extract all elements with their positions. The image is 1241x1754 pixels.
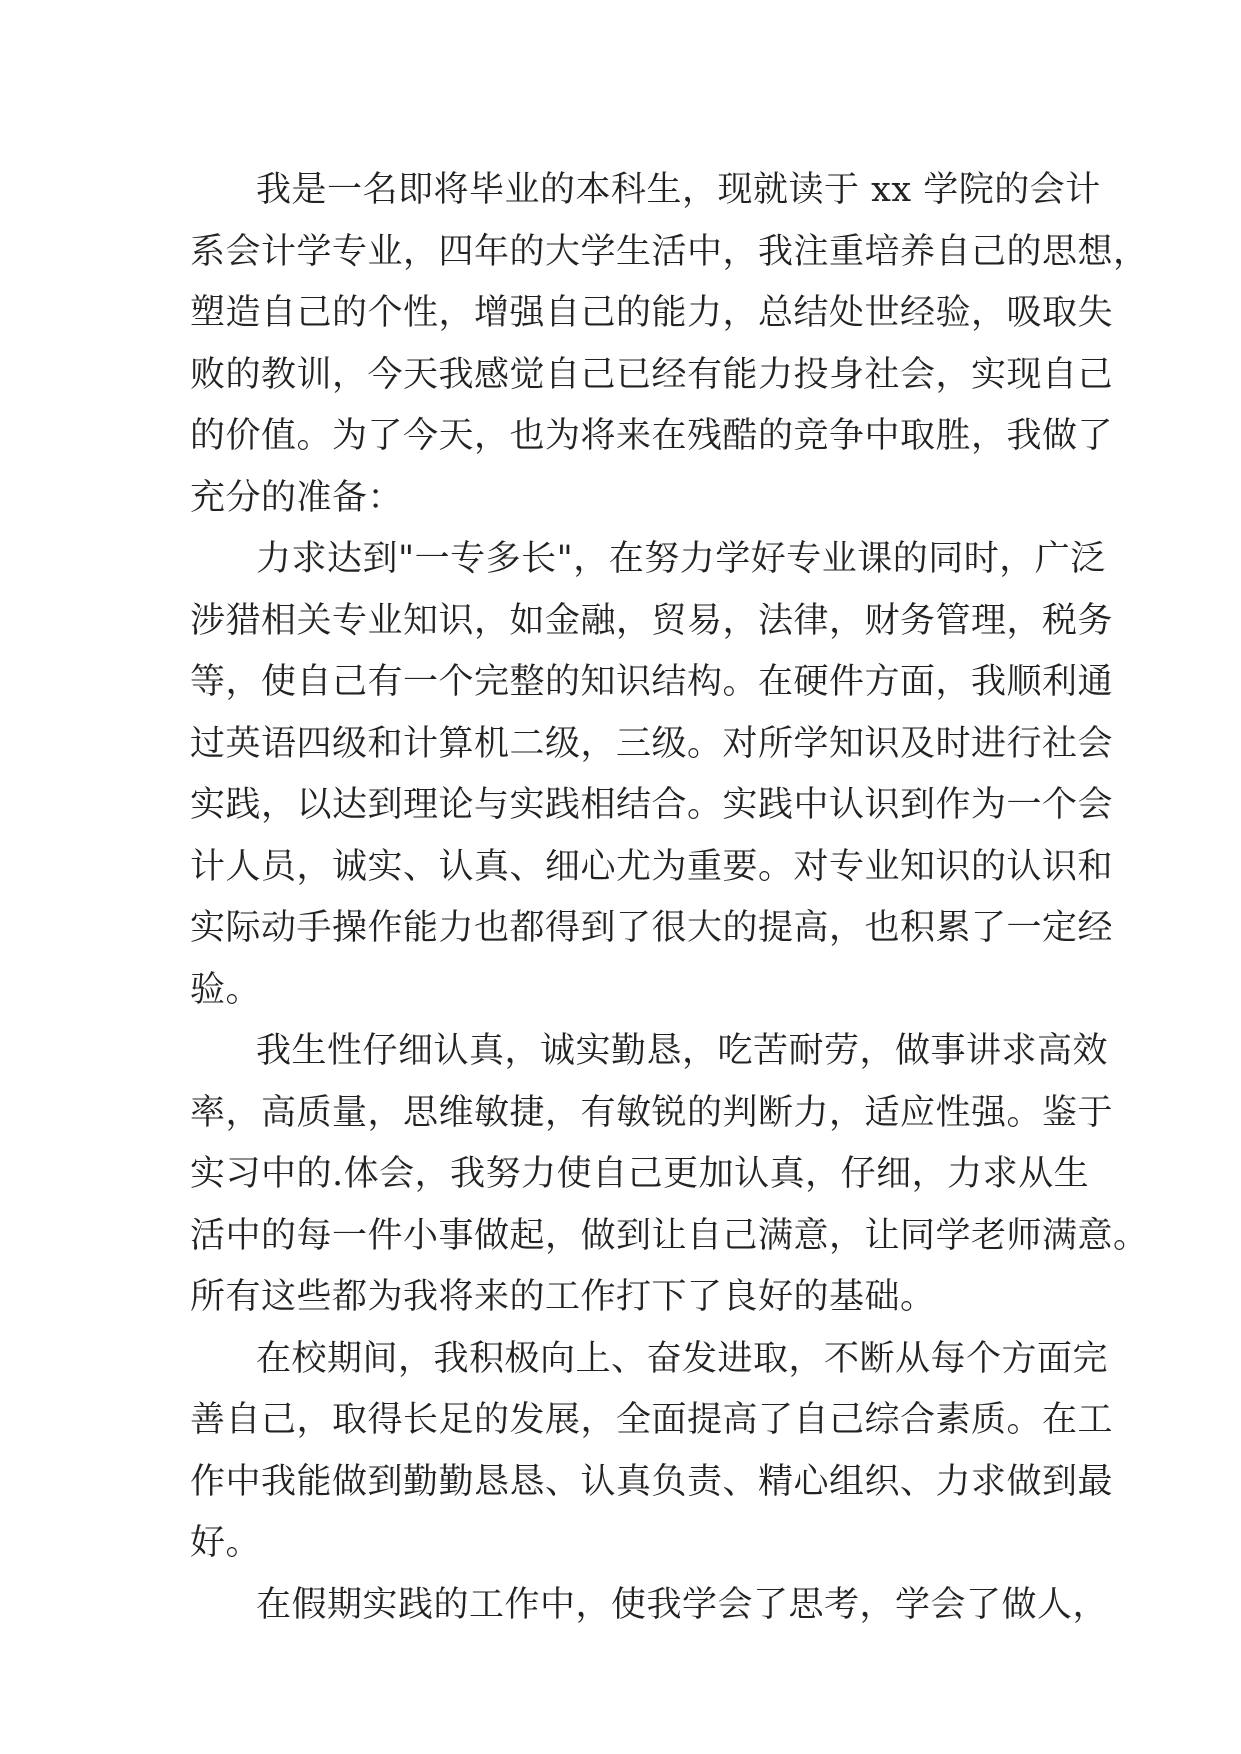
text-line: 实践，以达到理论与实践相结合。实践中认识到作为一个会 bbox=[190, 785, 1114, 825]
text-line: 好。 bbox=[190, 1523, 262, 1563]
text-line: 在校期间，我积极向上、奋发进取，不断从每个方面完 bbox=[256, 1338, 1109, 1379]
text-line: 实际动手操作能力也都得到了很大的提高，也积累了一定经 bbox=[190, 908, 1114, 948]
text-line: 实习中的.体会，我努力使自己更加认真，仔细，力求从生 bbox=[190, 1154, 1090, 1194]
text-line: 作中我能做到勤勤恳恳、认真负责、精心组织、力求做到最 bbox=[190, 1461, 1114, 1502]
text-line: 我是一名即将毕业的本科生，现就读于 xx 学院的会计 bbox=[256, 170, 1101, 210]
text-line: 验。 bbox=[190, 969, 262, 1010]
text-line: 计人员，诚实、认真、细心尤为重要。对专业知识的认识和 bbox=[190, 846, 1114, 887]
text-line: 塑造自己的个性，增强自己的能力，总结处世经验，吸取失 bbox=[190, 293, 1114, 333]
text-line: 力求达到"一专多长"，在努力学好专业课的同时，广泛 bbox=[256, 539, 1106, 579]
text-line: 等，使自己有一个完整的知识结构。在硬件方面，我顺利通 bbox=[190, 662, 1114, 702]
text-line: 活中的每一件小事做起，做到让自己满意，让同学老师满意。 bbox=[190, 1215, 1149, 1256]
text-line: 率，高质量，思维敏捷，有敏锐的判断力，适应性强。鉴于 bbox=[190, 1092, 1114, 1133]
text-line: 过英语四级和计算机二级，三级。对所学知识及时进行社会 bbox=[190, 723, 1114, 764]
text-line: 在假期实践的工作中，使我学会了思考，学会了做人， bbox=[256, 1584, 1109, 1625]
text-line: 所有这些都为我将来的工作打下了良好的基础。 bbox=[190, 1277, 936, 1317]
text-line: 我生性仔细认真，诚实勤恳，吃苦耐劳，做事讲求高效 bbox=[256, 1031, 1109, 1071]
document-body bbox=[190, 160, 1149, 1636]
text-line: 败的教训，今天我感觉自己已经有能力投身社会，实现自己 bbox=[190, 354, 1114, 395]
text-line: 系会计学专业，四年的大学生活中，我注重培养自己的思想， bbox=[190, 231, 1149, 272]
text-line: 善自己，取得长足的发展，全面提高了自己综合素质。在工 bbox=[190, 1400, 1114, 1440]
text-line: 充分的准备： bbox=[190, 477, 404, 518]
text-line: 的价值。为了今天，也为将来在残酷的竞争中取胜，我做了 bbox=[190, 416, 1114, 456]
text-line: 涉猎相关专业知识，如金融，贸易，法律，财务管理，税务 bbox=[190, 600, 1114, 641]
